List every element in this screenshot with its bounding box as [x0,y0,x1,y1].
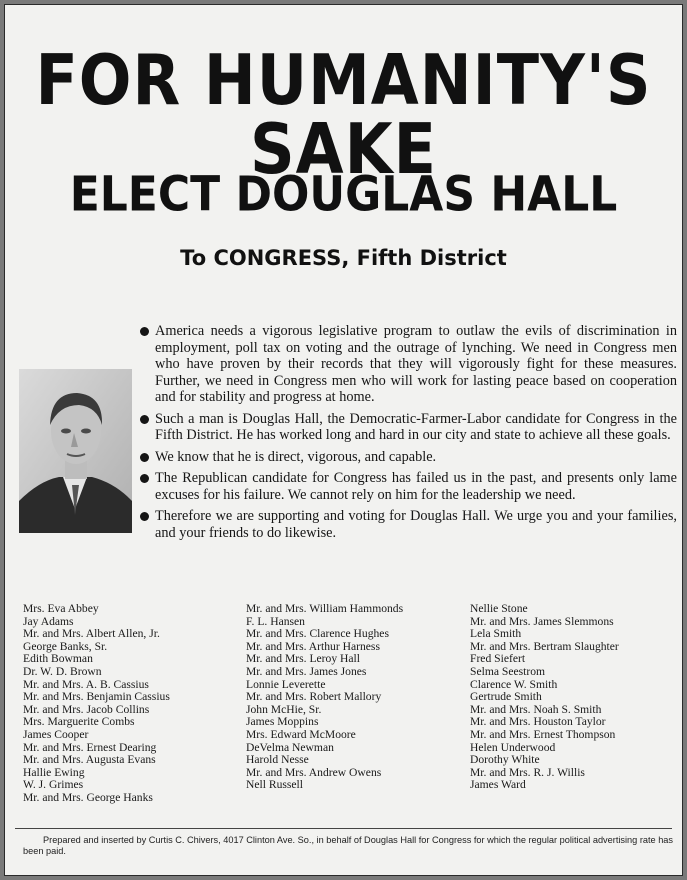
supporter-name: Mr. and Mrs. Noah S. Smith [470,702,602,716]
supporter-name: Nellie Stone [470,602,528,615]
supporter-name: Edith Bowman [23,652,93,666]
bullet-item: Therefore we are supporting and voting for Douglas Hall. We urge you and your families, and your friends to do likewise. [137,508,677,541]
subheadline: ELECT DOUGLAS HALL [69,166,618,223]
supporter-name: Dr. W. D. Brown [23,664,102,678]
supporter-name: Lonnie Leverette [246,677,326,691]
supporter-name: Mr. and Mrs. James Jones [246,664,367,678]
paid-ad-disclaimer: Prepared and inserted by Curtis C. Chivers, 4017 Clinton Ave. So., in behalf of Douglas Hall for Congress for which the regular political advertising rate has been paid. [23,835,674,856]
supporter-name: Mr. and Mrs. Bertram Slaughter [470,639,619,653]
supporter-name: Mr. and Mrs. Houston Taylor [470,715,606,729]
supporter-name: Nell Russell [246,778,304,792]
candidate-portrait [19,369,132,533]
supporter-name: Selma Seestrom [470,664,546,678]
supporter-name: Mr. and Mrs. George Hanks [23,790,153,804]
supporter-name: George Banks, Sr. [23,639,108,653]
supporter-name: Mrs. Edward McMoore [246,727,356,741]
supporter-name: Fred Siefert [470,652,526,666]
platform-bullets [137,323,677,546]
supporter-name: Mr. and Mrs. Leroy Hall [246,652,360,666]
supporter-name: Mr. and Mrs. Jacob Collins [23,702,150,716]
supporter-name: Harold Nesse [246,753,309,767]
bullet-item: The Republican candidate for Congress has failed us in the past, and presents only lame excuses for his failure. We cannot rely on him for the leadership we need. [137,470,677,503]
supporter-name: John McHie, Sr. [246,702,322,716]
supporter-name: Mr. and Mrs. Clarence Hughes [246,627,389,641]
bullet-item: We know that he is direct, vigorous, and capable. [137,449,677,466]
bullet-item: America needs a vigorous legislative program to outlaw the evils of discrimination in employment, poll tax on voting and the outrage of lynching. We need in Congress men who have proven by their records that they will vigorously fight for these measures. Further, we need in Congress men who will work for lasting peace based on cooperation and for stability and progress at home. [137,323,677,406]
office-line: To CONGRESS, Fifth District [180,246,507,270]
supporter-name: Mr. and Mrs. Arthur Harness [246,639,380,653]
supporter-name: Mr. and Mrs. James Slemmons [470,614,614,628]
supporter-name: Mr. and Mrs. Ernest Dearing [23,740,157,754]
supporters-column-3 [470,603,619,792]
supporter-name: DeVelma Newman [246,740,334,754]
supporter-name: F. L. Hansen [246,614,305,628]
supporter-name: W. J. Grimes [23,778,84,792]
supporter-name: James Moppins [246,715,319,729]
supporter-name: Mr. and Mrs. Augusta Evans [23,753,156,767]
supporter-name: Helen Underwood [470,740,556,754]
supporters-column-1 [23,603,170,805]
portrait-illustration [19,369,132,533]
supporter-name: Mr. and Mrs. Andrew Owens [246,765,382,779]
supporter-name: Dorothy White [470,753,540,767]
supporter-name: Mrs. Marguerite Combs [23,715,135,729]
footer-divider [15,828,672,829]
supporter-name: Mr. and Mrs. William Hammonds [246,602,404,615]
supporter-name: Mr. and Mrs. Benjamin Cassius [23,690,170,704]
supporters-column-2 [246,603,403,792]
supporter-name: James Cooper [23,727,89,741]
supporter-name: Clarence W. Smith [470,677,558,691]
supporter-name: Gertrude Smith [470,690,542,704]
supporter-name: Jay Adams [23,614,74,628]
supporter-name: Mrs. Eva Abbey [23,602,99,615]
supporter-name: Mr. and Mrs. Albert Allen, Jr. [23,627,160,641]
supporter-name: Hallie Ewing [23,765,85,779]
supporter-name: Mr. and Mrs. R. J. Willis [470,765,585,779]
supporter-name: James Ward [470,778,526,792]
supporter-name: Mr. and Mrs. Robert Mallory [246,690,382,704]
supporter-name: Lela Smith [470,627,522,641]
newspaper-ad [4,4,683,876]
headline: FOR HUMANITY'S SAKE [35,38,652,191]
supporter-name: Mr. and Mrs. A. B. Cassius [23,677,149,691]
bullet-item: Such a man is Douglas Hall, the Democratic-Farmer-Labor candidate for Congress in the Fifth District. He has worked long and hard in our city and state to achieve all these goals. [137,411,677,444]
supporter-name: Mr. and Mrs. Ernest Thompson [470,727,616,741]
